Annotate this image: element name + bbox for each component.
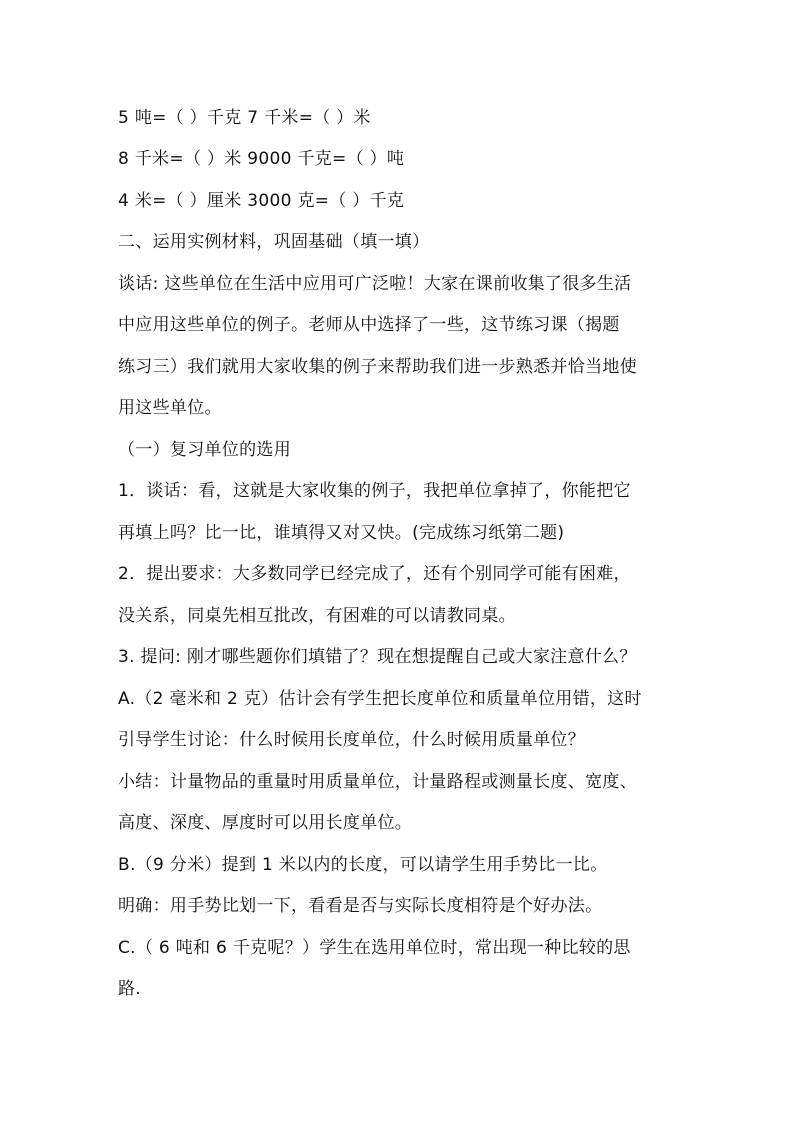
- text-line: 用这些单位。: [118, 398, 222, 418]
- text-line: 5 吨=（ ）千克 7 千米=（ ）米: [118, 108, 371, 128]
- text-line: 2．提出要求：大多数同学已经完成了，还有个别同学可能有困难，: [118, 564, 631, 584]
- text-line: 没关系，同桌先相互批改，有困难的可以请教同桌。: [118, 606, 516, 626]
- text-line: 明确：用手势比划一下，看看是否与实际长度相符是个好办法。: [118, 896, 603, 916]
- subsection-heading: （一）复习单位的选用: [118, 440, 291, 460]
- text-line: 4 米=（ ）厘米 3000 克=（ ）千克: [118, 191, 405, 211]
- text-line: 高度、深度、厚度时可以用长度单位。: [118, 813, 413, 833]
- text-line: 1．谈话：看，这就是大家收集的例子，我把单位拿掉了，你能把它: [118, 481, 631, 501]
- text-line: 再填上吗？比一比，谁填得又对又快。(完成练习纸第二题): [118, 523, 565, 543]
- section-heading: 二、运用实例材料，巩固基础（填一填）: [118, 232, 430, 252]
- text-line: 小结：计量物品的重量时用质量单位，计量路程或测量长度、宽度、: [118, 772, 637, 792]
- text-line: 3. 提问: 刚才哪些题你们填错了？现在想提醒自己或大家注意什么？: [118, 647, 637, 667]
- text-line: 中应用这些单位的例子。老师从中选择了一些，这节练习课（揭题: [118, 315, 620, 335]
- text-line: 谈话: 这些单位在生活中应用可广泛啦！大家在课前收集了很多生活: [118, 274, 632, 294]
- text-line: C.（ 6 吨和 6 千克呢？）学生在选用单位时，常出现一种比较的思: [118, 938, 631, 958]
- text-line: 引导学生讨论：什么时候用长度单位，什么时候用质量单位？: [118, 730, 586, 750]
- text-line: 路.: [118, 979, 142, 999]
- text-line: 练习三）我们就用大家收集的例子来帮助我们进一步熟悉并恰当地使: [118, 357, 637, 377]
- text-line: A.（2 毫米和 2 克）估计会有学生把长度单位和质量单位用错，这时: [118, 689, 642, 709]
- text-line: 8 千米=（ ）米 9000 千克=（ ）吨: [118, 149, 405, 169]
- text-line: B.（9 分米）提到 1 米以内的长度，可以请学生用手势比一比。: [118, 855, 608, 875]
